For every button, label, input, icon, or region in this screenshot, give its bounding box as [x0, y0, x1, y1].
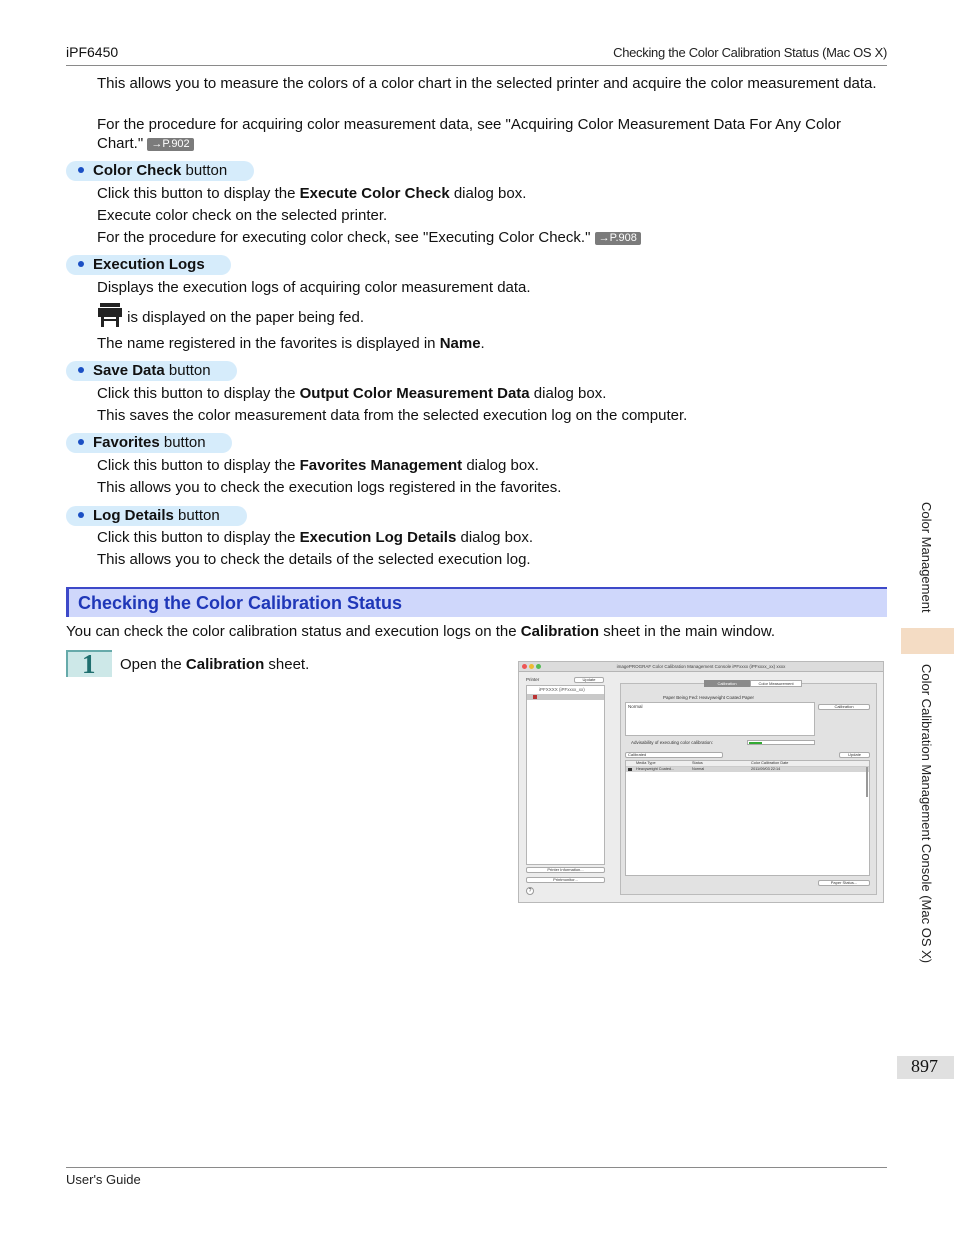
page-number: 897 — [911, 1056, 938, 1076]
section-description: You can check the color calibration status and execution logs on the Calibration sheet in the main window. — [66, 623, 776, 640]
item-line: This saves the color measurement data from the selected execution log on the computer. — [97, 407, 688, 424]
row-calibration-date: 2011/09/03 22:14 — [751, 767, 781, 771]
intro-paragraph-1: This allows you to measure the colors of a color chart in the selected printer and acquire the color measurement data. — [97, 75, 877, 92]
item-line: The name registered in the favorites is displayed in Name. — [97, 335, 485, 352]
printer-information-button[interactable]: Printer Information... — [526, 867, 605, 873]
bullet-icon — [78, 512, 84, 518]
printer-list-item-selected[interactable] — [527, 694, 604, 700]
side-tab-marker — [901, 628, 954, 654]
bullet-icon — [78, 367, 84, 373]
tab-color-measurement[interactable]: Color Measurement — [750, 680, 802, 687]
window-title: imagePROGRAF Color Calibration Management Console iPFxxxx (iPFxxxx_xx) xxxx — [616, 664, 786, 669]
filter-dropdown[interactable]: Calibrated — [625, 752, 723, 758]
item-line: Click this button to display the Favorites Management dialog box. — [97, 457, 539, 474]
item-line: For the procedure for executing color check, see "Executing Color Check." →P.908 — [97, 228, 877, 247]
item-line: Click this button to display the Output Color Measurement Data dialog box. — [97, 385, 607, 402]
item-heading-color-check: Color Check button — [66, 161, 254, 181]
printer-icon — [97, 302, 123, 328]
header-section-title: Checking the Color Calibration Status (Mac OS X) — [613, 45, 887, 60]
printer-list-item[interactable]: iPFXXXX (iPFxxxx_xx) — [539, 687, 585, 692]
side-chapter-label: Color Management — [919, 502, 934, 613]
calibration-pane — [620, 683, 877, 895]
advisability-meter-fill — [749, 742, 762, 744]
footer-rule — [66, 1167, 887, 1168]
calibration-button[interactable]: Calibration — [818, 704, 870, 710]
calibration-window-screenshot — [518, 661, 884, 903]
item-heading-log-details: Log Details button — [66, 506, 247, 526]
header-model: iPF6450 — [66, 44, 119, 60]
item-heading-save-data: Save Data button — [66, 361, 237, 381]
printer-list[interactable] — [526, 685, 605, 865]
item-heading-execution-logs: Execution Logs — [66, 255, 231, 275]
column-media-type[interactable]: Media Type — [636, 761, 656, 765]
paper-being-fed-label: Paper Being Fed: Heavyweight Coated Paper — [663, 695, 755, 700]
item-line: Displays the execution logs of acquiring color measurement data. — [97, 279, 531, 296]
bullet-icon — [78, 261, 84, 267]
item-heading-favorites: Favorites button — [66, 433, 232, 453]
printer-label: Printer — [526, 677, 540, 682]
advisability-meter — [747, 740, 815, 745]
bullet-icon — [78, 167, 84, 173]
section-title: Checking the Color Calibration Status — [78, 593, 403, 613]
item-line: This allows you to check the execution logs registered in the favorites. — [97, 479, 562, 496]
step-number-badge: 1 — [66, 650, 112, 677]
item-line: Execute color check on the selected printer. — [97, 207, 388, 224]
status-text: Normal — [628, 704, 643, 709]
page-ref-link[interactable]: →P.908 — [595, 232, 641, 245]
advisability-label: Advisability of executing color calibration: — [631, 740, 714, 745]
page-ref-link[interactable]: →P.902 — [147, 138, 193, 151]
side-section-label: Color Calibration Management Console (Mac OS X) — [919, 664, 934, 964]
intro-paragraph-2-text: For the procedure for acquiring color measurement data, see "Acquiring Color Measurement Data For Any Color Chart." — [97, 116, 842, 152]
tab-calibration[interactable]: Calibration — [704, 680, 750, 687]
log-table — [625, 760, 870, 876]
help-icon[interactable]: ? — [526, 887, 534, 895]
update-button[interactable]: Update — [574, 677, 604, 683]
item-line: is displayed on the paper being fed. — [97, 302, 877, 331]
printer-status-icon — [533, 695, 537, 699]
scrollbar[interactable] — [866, 767, 868, 797]
row-media-type: Heavyweight Coated... — [636, 767, 675, 771]
printmonitor-button[interactable]: Printmonitor... — [526, 877, 605, 883]
paper-status-button[interactable]: Paper Status... — [818, 880, 870, 886]
column-status[interactable]: Status — [692, 761, 703, 765]
printer-icon — [628, 768, 632, 771]
section-heading — [66, 587, 887, 617]
table-row[interactable] — [626, 767, 869, 772]
window-titlebar — [519, 662, 883, 672]
item-line: Click this button to display the Execution Log Details dialog box. — [97, 529, 534, 546]
status-box — [625, 702, 815, 736]
update-log-button[interactable]: Update — [839, 752, 870, 758]
step-text: Open the Calibration sheet. — [120, 656, 310, 673]
item-line: This allows you to check the details of the selected execution log. — [97, 551, 531, 568]
header-rule — [66, 65, 887, 66]
row-status: Normal — [692, 767, 705, 771]
bullet-icon — [78, 439, 84, 445]
intro-paragraph-2 — [97, 115, 877, 153]
item-line: Click this button to display the Execute Color Check dialog box. — [97, 185, 527, 202]
column-calibration-date[interactable]: Color Calibration Date — [751, 761, 789, 765]
footer-text: User's Guide — [66, 1172, 141, 1187]
